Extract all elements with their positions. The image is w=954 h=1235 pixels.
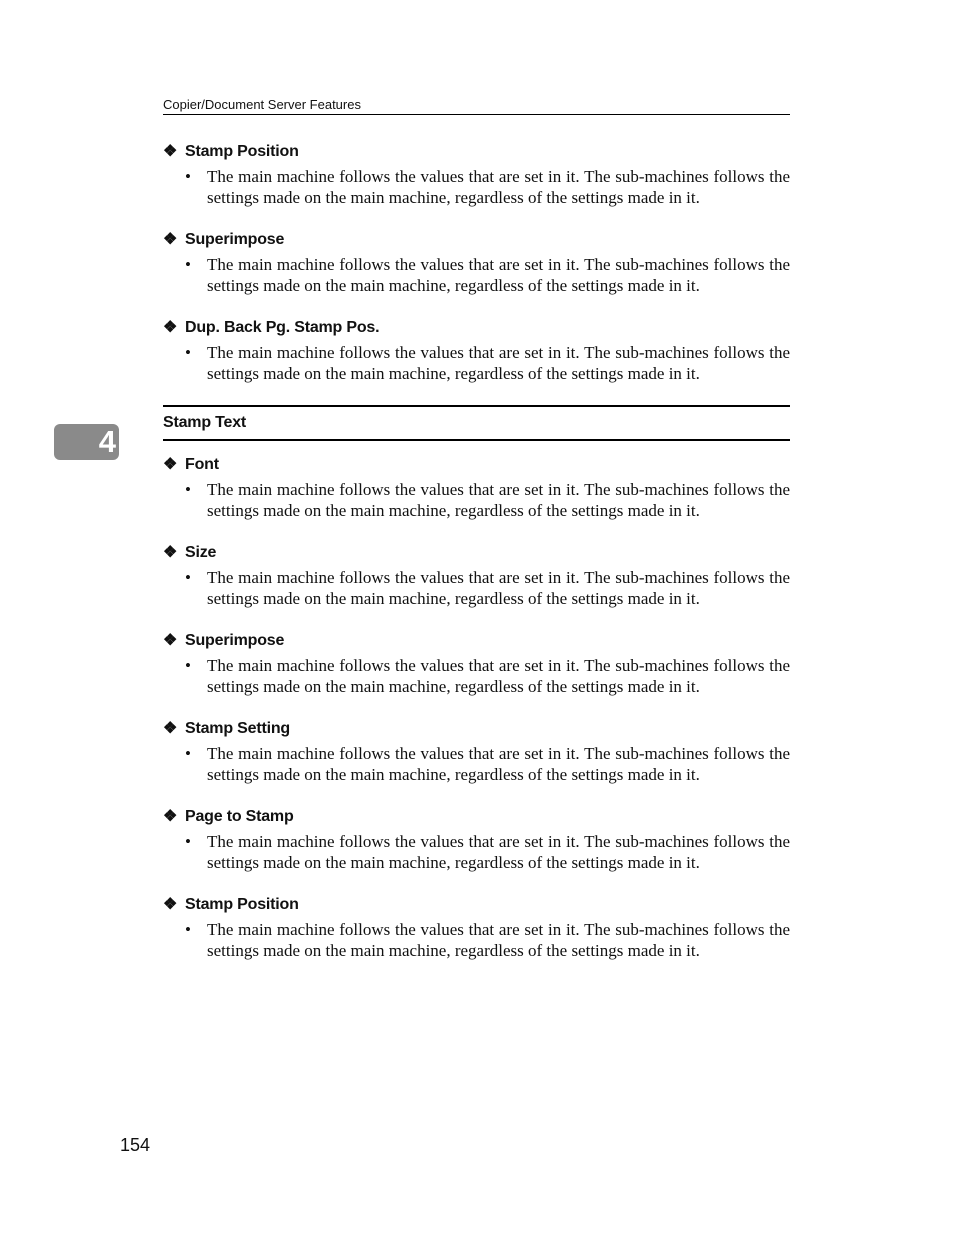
bullet-icon: • [185, 167, 191, 186]
item-heading-text: Size [185, 544, 217, 561]
item-heading [163, 894, 790, 916]
diamond-flourish-icon: ❖ [163, 143, 178, 160]
item-heading [163, 806, 790, 828]
diamond-flourish-icon: ❖ [163, 808, 178, 825]
item-heading-text: Stamp Position [185, 143, 299, 160]
bullet-icon: • [185, 480, 191, 499]
item-heading [163, 229, 790, 251]
item-heading [163, 718, 790, 740]
chapter-tab [54, 424, 119, 460]
diamond-flourish-icon: ❖ [163, 231, 178, 248]
bullet-text: The main machine follows the values that are set in it. The sub-machines follows the settings made on the main machine, regardless of the settings made in it. [207, 832, 790, 872]
bullet-text: The main machine follows the values that are set in it. The sub-machines follows the settings made on the main machine, regardless of the settings made in it. [207, 920, 790, 960]
diamond-flourish-icon: ❖ [163, 896, 178, 913]
bullet-text: The main machine follows the values that are set in it. The sub-machines follows the settings made on the main machine, regardless of the settings made in it. [207, 255, 790, 295]
page-content [163, 141, 790, 982]
bullet-item [163, 480, 790, 521]
diamond-flourish-icon: ❖ [163, 720, 178, 737]
diamond-flourish-icon: ❖ [163, 544, 178, 561]
item-heading [163, 542, 790, 564]
bullet-item [163, 568, 790, 609]
item-heading-text: Superimpose [185, 231, 285, 248]
diamond-flourish-icon: ❖ [163, 632, 178, 649]
item-heading-text: Stamp Position [185, 896, 299, 913]
bullet-item [163, 832, 790, 873]
bullet-text: The main machine follows the values that are set in it. The sub-machines follows the settings made on the main machine, regardless of the settings made in it. [207, 744, 790, 784]
bullet-text: The main machine follows the values that are set in it. The sub-machines follows the settings made on the main machine, regardless of the settings made in it. [207, 480, 790, 520]
bullet-item [163, 656, 790, 697]
item-heading-text: Font [185, 456, 219, 473]
bullet-icon: • [185, 568, 191, 587]
bullet-icon: • [185, 920, 191, 939]
section-heading: Stamp Text [163, 405, 790, 441]
bullet-icon: • [185, 832, 191, 851]
item-heading [163, 454, 790, 476]
diamond-flourish-icon: ❖ [163, 456, 178, 473]
bullet-icon: • [185, 656, 191, 675]
bullet-icon: • [185, 255, 191, 274]
bullet-icon: • [185, 343, 191, 362]
bullet-item [163, 167, 790, 208]
bullet-item [163, 744, 790, 785]
diamond-flourish-icon: ❖ [163, 319, 178, 336]
item-heading-text: Dup. Back Pg. Stamp Pos. [185, 319, 380, 336]
item-heading [163, 141, 790, 163]
item-heading [163, 630, 790, 652]
item-heading-text: Superimpose [185, 632, 285, 649]
bullet-item [163, 343, 790, 384]
item-heading [163, 317, 790, 339]
chapter-number: 4 [98, 424, 116, 459]
bullet-text: The main machine follows the values that are set in it. The sub-machines follows the settings made on the main machine, regardless of the settings made in it. [207, 167, 790, 207]
bullet-text: The main machine follows the values that are set in it. The sub-machines follows the settings made on the main machine, regardless of the settings made in it. [207, 343, 790, 383]
page-number: 154 [120, 1135, 151, 1155]
bullet-icon: • [185, 744, 191, 763]
running-header: Copier/Document Server Features [163, 96, 790, 115]
bullet-text: The main machine follows the values that are set in it. The sub-machines follows the settings made on the main machine, regardless of the settings made in it. [207, 656, 790, 696]
bullet-item [163, 255, 790, 296]
bullet-text: The main machine follows the values that are set in it. The sub-machines follows the settings made on the main machine, regardless of the settings made in it. [207, 568, 790, 608]
bullet-item [163, 920, 790, 961]
item-heading-text: Stamp Setting [185, 720, 290, 737]
item-heading-text: Page to Stamp [185, 808, 294, 825]
